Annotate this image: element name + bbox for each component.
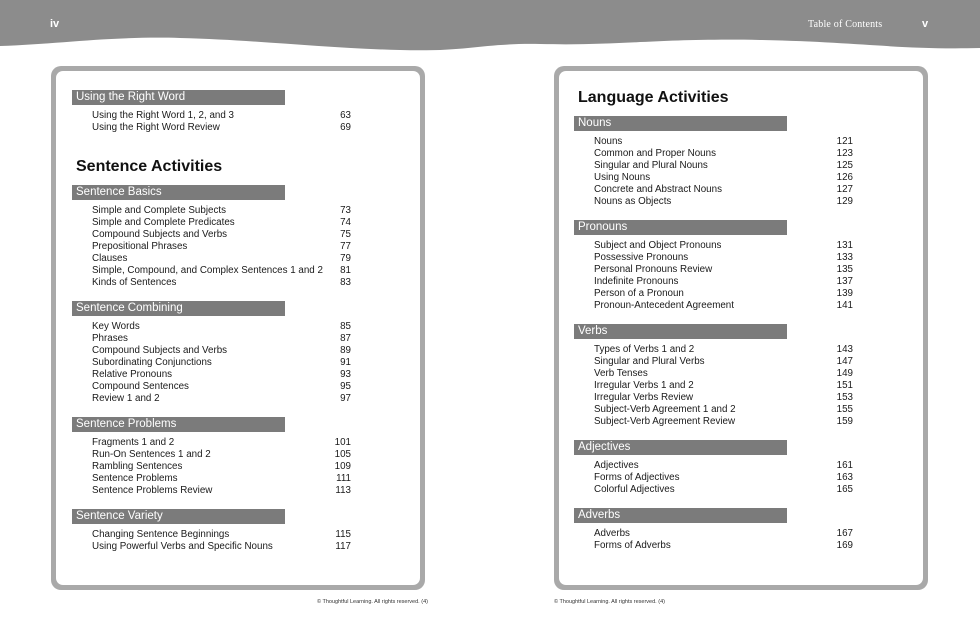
section-heading: Adjectives	[574, 440, 787, 455]
toc-entry-title: Sentence Problems Review	[92, 485, 213, 496]
toc-entry[interactable]	[92, 369, 351, 381]
toc-entry[interactable]	[594, 288, 853, 300]
toc-entry-title: Compound Sentences	[92, 381, 189, 392]
toc-entry-title: Key Words	[92, 321, 140, 332]
toc-entry-page: 113	[335, 485, 351, 496]
toc-entry[interactable]	[594, 460, 853, 472]
toc-entry-page: 105	[334, 449, 351, 460]
toc-entry-page: 155	[836, 404, 853, 415]
toc-entry-page: 159	[836, 416, 853, 427]
header-band	[0, 0, 980, 60]
toc-entry-page: 161	[836, 460, 853, 471]
toc-entry[interactable]	[92, 393, 351, 405]
running-title: Table of Contents	[808, 19, 883, 30]
toc-entry[interactable]	[594, 540, 853, 552]
toc-entry[interactable]	[594, 416, 853, 428]
toc-entry[interactable]	[92, 333, 351, 345]
toc-entry-page: 81	[340, 265, 351, 276]
toc-entry-title: Run-On Sentences 1 and 2	[92, 449, 211, 460]
toc-entry[interactable]	[92, 253, 351, 265]
section-heading: Sentence Combining	[72, 301, 285, 316]
toc-entry-page: 153	[836, 392, 853, 403]
group-title: Language Activities	[578, 89, 729, 106]
toc-entry-page: 131	[836, 240, 853, 251]
toc-entry[interactable]	[92, 485, 351, 497]
toc-entry-page: 83	[340, 277, 351, 288]
toc-entry-page: 133	[836, 252, 853, 263]
toc-entry-title: Subordinating Conjunctions	[92, 357, 212, 368]
toc-entry[interactable]	[92, 381, 351, 393]
toc-entry-title: Compound Subjects and Verbs	[92, 229, 228, 240]
toc-entry-title: Changing Sentence Beginnings	[92, 529, 230, 540]
toc-entry-page: 95	[340, 381, 351, 392]
toc-entry-page: 75	[340, 229, 351, 240]
toc-entry-page: 101	[334, 437, 351, 448]
toc-entry-title: Concrete and Abstract Nouns	[594, 184, 722, 195]
section-heading: Nouns	[574, 116, 787, 131]
toc-entry[interactable]	[594, 380, 853, 392]
toc-entry[interactable]	[594, 196, 853, 208]
toc-entry-title: Singular and Plural Verbs	[594, 356, 705, 367]
toc-entry[interactable]	[594, 160, 853, 172]
toc-entry-title: Rambling Sentences	[92, 461, 183, 472]
toc-entry-page: 117	[335, 541, 351, 552]
toc-entry[interactable]	[92, 345, 351, 357]
right-page-number: v	[922, 18, 929, 30]
toc-entry-page: 91	[340, 357, 351, 368]
toc-entry-page: 167	[836, 528, 853, 539]
toc-entry[interactable]	[594, 148, 853, 160]
toc-entry-title: Verb Tenses	[594, 368, 648, 379]
toc-entry-page: 165	[836, 484, 853, 495]
toc-entry[interactable]	[594, 252, 853, 264]
toc-entry[interactable]	[92, 357, 351, 369]
toc-entry[interactable]	[594, 392, 853, 404]
toc-entry[interactable]	[92, 449, 351, 461]
toc-entry-page: 69	[340, 122, 351, 133]
toc-entry[interactable]	[92, 321, 351, 333]
toc-entry-title: Pronoun-Antecedent Agreement	[594, 300, 734, 311]
toc-entry-title: Prepositional Phrases	[92, 241, 188, 252]
toc-entry-page: 97	[340, 393, 351, 404]
toc-entry-page: 123	[836, 148, 853, 159]
toc-entry-title: Kinds of Sentences	[92, 277, 177, 288]
toc-entry-page: 127	[836, 184, 853, 195]
toc-entry[interactable]	[92, 277, 351, 289]
toc-entry-title: Simple, Compound, and Complex Sentences 1 and 2	[92, 265, 323, 276]
section-heading: Adverbs	[574, 508, 787, 523]
toc-entry-page: 85	[340, 321, 351, 332]
toc-entry[interactable]	[594, 172, 853, 184]
toc-entry-page: 151	[836, 380, 853, 391]
toc-entry-page: 79	[340, 253, 351, 264]
toc-entry-page: 137	[836, 276, 853, 287]
toc-entry-title: Subject and Object Pronouns	[594, 240, 722, 251]
section-heading: Sentence Problems	[72, 417, 285, 432]
toc-entry[interactable]	[92, 217, 351, 229]
toc-entry-page: 74	[340, 217, 351, 228]
toc-entry-title: Clauses	[92, 253, 128, 264]
right-footer: © Thoughtful Learning. All rights reserved. (4)	[554, 599, 665, 605]
toc-entry-page: 125	[836, 160, 853, 171]
toc-entry-title: Personal Pronouns Review	[594, 264, 713, 275]
toc-entry[interactable]	[594, 356, 853, 368]
section-heading: Verbs	[574, 324, 787, 339]
group-title: Sentence Activities	[76, 158, 223, 175]
toc-entry[interactable]	[594, 184, 853, 196]
toc-entry-page: 89	[340, 345, 351, 356]
toc-entry-page: 121	[836, 136, 853, 147]
toc-entry-title: Irregular Verbs 1 and 2	[594, 380, 694, 391]
toc-entry-title: Nouns	[594, 136, 623, 147]
toc-entry-title: Singular and Plural Nouns	[594, 160, 708, 171]
toc-entry[interactable]	[92, 229, 351, 241]
toc-entry-title: Review 1 and 2	[92, 393, 160, 404]
toc-entry-page: 87	[340, 333, 351, 344]
toc-entry[interactable]	[92, 473, 351, 485]
toc-entry-title: Person of a Pronoun	[594, 288, 684, 299]
toc-entry[interactable]	[594, 368, 853, 380]
toc-entry-page: 169	[836, 540, 853, 551]
toc-entry[interactable]	[92, 437, 351, 449]
toc-entry[interactable]	[594, 528, 853, 540]
toc-entry-page: 129	[836, 196, 853, 207]
toc-entry[interactable]	[594, 404, 853, 416]
toc-entry-page: 111	[336, 473, 351, 484]
section-heading: Using the Right Word	[72, 90, 285, 105]
toc-entry-page: 147	[836, 356, 853, 367]
toc-entry[interactable]	[92, 265, 351, 277]
left-page-number: iv	[50, 18, 60, 30]
toc-entry-title: Colorful Adjectives	[594, 484, 675, 495]
toc-entry-title: Forms of Adverbs	[594, 540, 671, 551]
toc-entry-page: 93	[340, 369, 351, 380]
toc-entry-page: 109	[334, 461, 351, 472]
toc-entry-title: Relative Pronouns	[92, 369, 173, 380]
section-heading: Sentence Variety	[72, 509, 285, 524]
toc-entry-title: Using the Right Word Review	[92, 122, 220, 133]
toc-entry-title: Compound Subjects and Verbs	[92, 345, 228, 356]
toc-entry-page: 135	[836, 264, 853, 275]
toc-entry[interactable]	[594, 472, 853, 484]
toc-entry-title: Using Powerful Verbs and Specific Nouns	[92, 541, 273, 552]
toc-entry-page: 77	[340, 241, 351, 252]
toc-entry-page: 139	[836, 288, 853, 299]
toc-entry-title: Nouns as Objects	[594, 196, 672, 207]
toc-entry-title: Phrases	[92, 333, 128, 344]
toc-entry[interactable]	[92, 205, 351, 217]
toc-entry[interactable]	[594, 484, 853, 496]
toc-entry[interactable]	[594, 136, 853, 148]
toc-entry-title: Subject-Verb Agreement Review	[594, 416, 736, 427]
toc-entry-title: Subject-Verb Agreement 1 and 2	[594, 404, 736, 415]
toc-entry-title: Types of Verbs 1 and 2	[594, 344, 695, 355]
toc-entry-page: 126	[836, 172, 853, 183]
toc-entry-title: Forms of Adjectives	[594, 472, 680, 483]
toc-entry-title: Sentence Problems	[92, 473, 178, 484]
toc-entry-title: Adverbs	[594, 528, 630, 539]
toc-entry-page: 115	[335, 529, 351, 540]
toc-entry-title: Simple and Complete Subjects	[92, 205, 226, 216]
toc-entry[interactable]	[92, 529, 351, 541]
toc-entry-title: Common and Proper Nouns	[594, 148, 716, 159]
toc-entry-title: Using the Right Word 1, 2, and 3	[92, 110, 234, 121]
section-heading: Sentence Basics	[72, 185, 285, 200]
toc-entry-page: 141	[836, 300, 853, 311]
toc-entry[interactable]	[92, 461, 351, 473]
toc-entry-page: 63	[340, 110, 351, 121]
toc-entry-title: Irregular Verbs Review	[594, 392, 694, 403]
toc-entry-page: 149	[836, 368, 853, 379]
section-heading: Pronouns	[574, 220, 787, 235]
toc-entry-page: 163	[836, 472, 853, 483]
toc-entry[interactable]	[92, 241, 351, 253]
toc-entry-title: Indefinite Pronouns	[594, 276, 679, 287]
toc-entry-title: Simple and Complete Predicates	[92, 217, 235, 228]
toc-entry-title: Fragments 1 and 2	[92, 437, 175, 448]
toc-entry[interactable]	[92, 122, 351, 134]
toc-entry-page: 73	[340, 205, 351, 216]
toc-entry-page: 143	[836, 344, 853, 355]
toc-entry[interactable]	[594, 300, 853, 312]
toc-entry-title: Possessive Pronouns	[594, 252, 689, 263]
toc-entry[interactable]	[594, 344, 853, 356]
toc-entry-title: Using Nouns	[594, 172, 651, 183]
toc-entry[interactable]	[594, 240, 853, 252]
toc-entry[interactable]	[594, 264, 853, 276]
toc-entry-title: Adjectives	[594, 460, 639, 471]
toc-entry[interactable]	[92, 541, 351, 553]
toc-entry[interactable]	[594, 276, 853, 288]
left-footer: © Thoughtful Learning. All rights reserved. (4)	[317, 599, 428, 605]
toc-entry[interactable]	[92, 110, 351, 122]
